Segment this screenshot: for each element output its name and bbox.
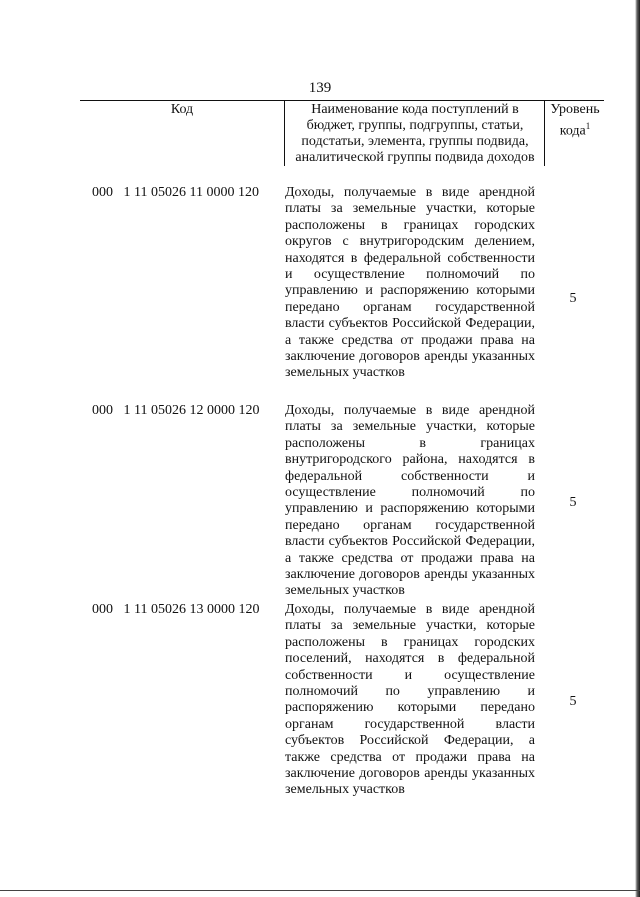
header-divider [544, 100, 545, 166]
page-number: 139 [308, 80, 332, 96]
header-level [546, 102, 604, 140]
scan-bottom-edge [0, 890, 640, 891]
row-level: 5 [569, 495, 577, 510]
row-level: 5 [569, 694, 577, 709]
row-name: Доходы, получаемые в виде арендной платы за земельные участки, которые расположены в границах городских округов с внутригородским делением, находятся в федеральной собственности и осуществление полномочий по управлению и распоряжению которыми передано органам государственной власти субъектов Российской Федерации, а также средства от продажи права на заключение договоров аренды указанных земельных участков [285, 185, 535, 381]
table-header [80, 100, 604, 166]
row-name: Доходы, получаемые в виде арендной платы за земельные участки, которые расположены в границах городских поселений, находятся в федеральной собственности и осуществление полномочий по управлению и распоряжению которыми передано органам государственной власти субъектов Российской Федерации, а также средства от продажи права на заключение договоров аренды указанных земельных участков [285, 602, 535, 798]
header-name: Наименование кода поступлений в бюджет, группы, подгруппы, статьи, подстатьи, элемента, группы подвида, аналитической группы подвида доходов [295, 102, 535, 165]
scan-edge-shadow [635, 0, 640, 897]
header-divider [284, 100, 285, 166]
header-level-label: Уровень кода [550, 102, 600, 139]
header-code: Код [170, 102, 194, 117]
header-level-footnote: 1 [585, 121, 591, 131]
row-code: 000 1 11 05026 11 0000 120 [92, 185, 259, 200]
row-code: 000 1 11 05026 12 0000 120 [92, 403, 260, 418]
row-code: 000 1 11 05026 13 0000 120 [92, 602, 260, 617]
header-top-rule [80, 100, 604, 101]
row-name: Доходы, получаемые в виде арендной платы за земельные участки, которые расположены в границах внутригородского района, находятся в федеральной собственности и осуществление полномочий по управлению и распоряжению которыми передано органам государственной власти субъектов Российской Федерации, а также средства от продажи права на заключение договоров аренды указанных земельных участков [285, 403, 535, 599]
row-level: 5 [569, 291, 577, 306]
